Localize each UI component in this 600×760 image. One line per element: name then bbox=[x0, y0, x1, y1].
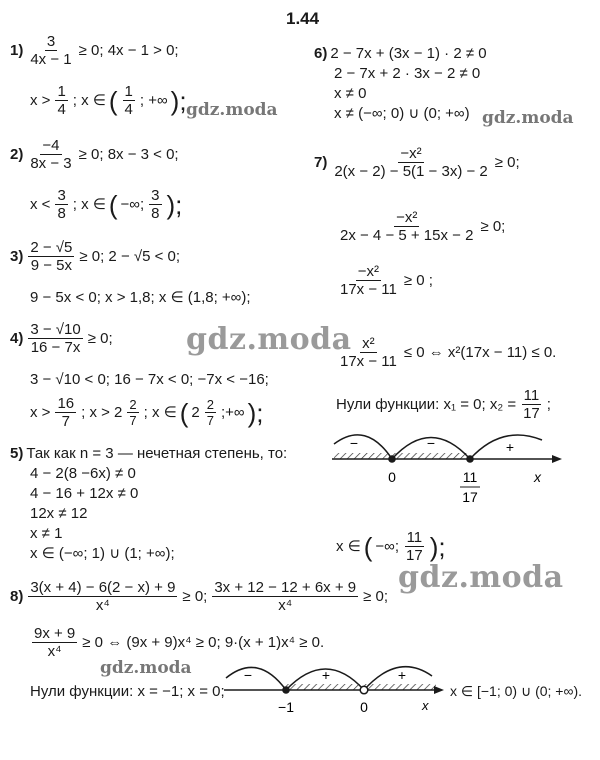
part-5-line-4: 12x ≠ 12 bbox=[30, 505, 88, 522]
fraction bbox=[127, 398, 138, 427]
numerator: 3x + 12 − 12 + 6x + 9 bbox=[214, 579, 357, 596]
fraction bbox=[332, 146, 489, 179]
denominator: 4 bbox=[124, 101, 133, 118]
part-2-fraction bbox=[28, 138, 73, 171]
fraction bbox=[212, 580, 358, 613]
point-minus-1 bbox=[282, 686, 290, 694]
axis-arrow bbox=[434, 686, 444, 694]
text: ≥ 0; bbox=[494, 154, 520, 171]
problem-number-title: 1.44 bbox=[286, 9, 320, 28]
axis-label-x: x bbox=[422, 698, 429, 713]
part-6-line-1 bbox=[314, 46, 487, 61]
part-2-condition: ≥ 0; 8x − 3 < 0; bbox=[78, 146, 179, 163]
fraction bbox=[123, 84, 135, 117]
text: ; x ∈ bbox=[72, 196, 106, 213]
part-3-label: 3) bbox=[10, 248, 24, 265]
part-3-condition: ≥ 0; 2 − √5 < 0; bbox=[79, 248, 181, 265]
part-3-line-2: 9 − 5x < 0; x > 1,8; x ∈ (1,8; +∞); bbox=[30, 289, 251, 306]
part-6-label: 6) bbox=[314, 45, 328, 62]
sign-minus: − bbox=[243, 667, 253, 683]
part-7-number-line bbox=[330, 426, 570, 516]
denominator: 8 bbox=[151, 205, 160, 222]
numerator: −x² bbox=[396, 209, 418, 226]
text: Нули функции: x₁ = 0; x₂ = bbox=[336, 396, 517, 413]
part-8-label: 8) bbox=[10, 588, 24, 605]
paren: ); bbox=[247, 397, 264, 428]
text: ≤ 0 ⇔ x²(17x − 11) ≤ 0. bbox=[403, 344, 557, 361]
part-6-line-2: 2 − 7x + 2 · 3x − 2 ≠ 0 bbox=[334, 65, 481, 82]
watermark: gdz.moda bbox=[186, 322, 352, 357]
part-8-line-1 bbox=[10, 580, 388, 613]
numerator: 9x + 9 bbox=[34, 625, 76, 642]
sign-plus-1: + bbox=[321, 667, 331, 683]
interval-arc-1 bbox=[226, 667, 286, 690]
denominator: 8x − 3 bbox=[30, 155, 72, 172]
part-4-line-1 bbox=[10, 322, 113, 355]
fraction bbox=[55, 188, 67, 221]
text: 2 bbox=[191, 404, 200, 421]
fraction bbox=[521, 388, 542, 421]
denominator: 7 bbox=[61, 413, 70, 430]
fraction bbox=[149, 188, 161, 221]
numerator: 3 − √10 bbox=[30, 321, 81, 338]
part-7-label: 7) bbox=[314, 154, 328, 171]
part-7-line-4 bbox=[336, 336, 556, 369]
part-5-label: 5) bbox=[10, 445, 24, 462]
paren: ( bbox=[179, 397, 189, 428]
numerator: 16 bbox=[57, 395, 75, 412]
numerator: 1 bbox=[57, 83, 66, 100]
fraction bbox=[338, 264, 399, 297]
axis-label-x: x bbox=[534, 469, 541, 485]
shaded-region bbox=[334, 453, 468, 459]
part-4-fraction bbox=[28, 322, 82, 355]
text: x > bbox=[30, 92, 51, 109]
text: ; x > 2 bbox=[81, 404, 123, 421]
numerator: 1 bbox=[124, 83, 133, 100]
denominator: 17x − 11 bbox=[340, 353, 397, 370]
part-7-line-2 bbox=[336, 210, 505, 243]
paren: ( bbox=[108, 189, 118, 220]
text: x ∈ bbox=[336, 538, 361, 555]
paren: ); bbox=[429, 531, 446, 562]
fraction bbox=[55, 84, 67, 117]
fraction bbox=[338, 210, 475, 243]
denominator: 9 − 5x bbox=[30, 257, 72, 274]
part-7-line-3 bbox=[336, 264, 433, 297]
numerator: 3 bbox=[151, 187, 160, 204]
denominator: 4 bbox=[57, 101, 66, 118]
numerator: 2 bbox=[129, 397, 137, 412]
numerator: −4 bbox=[42, 137, 60, 154]
fraction bbox=[55, 396, 76, 429]
part-5-line-6: x ∈ (−∞; 1) ∪ (1; +∞); bbox=[30, 545, 175, 562]
denominator: x⁴ bbox=[47, 643, 62, 660]
text: ≥ 0; bbox=[363, 588, 389, 605]
tick-label-0: 0 bbox=[360, 699, 368, 715]
fraction bbox=[338, 336, 399, 369]
denominator: 7 bbox=[129, 413, 137, 428]
part-8-line-2 bbox=[30, 626, 324, 659]
numerator: x² bbox=[362, 335, 375, 352]
paren: ); bbox=[166, 189, 183, 220]
numerator: 3(x + 4) − 6(2 − x) + 9 bbox=[30, 579, 176, 596]
numerator: 3 bbox=[46, 33, 56, 50]
text: Так как n = 3 — нечетная степень, то: bbox=[26, 445, 288, 462]
sign-plus: + bbox=[505, 439, 515, 455]
axis-arrow bbox=[552, 455, 562, 463]
part-5-line-1 bbox=[10, 446, 287, 461]
fraction bbox=[32, 626, 77, 659]
part-7-answer bbox=[336, 530, 446, 563]
denominator: x⁴ bbox=[278, 597, 293, 614]
text: ; bbox=[546, 396, 551, 413]
part-3-fraction bbox=[28, 240, 74, 273]
text: x < bbox=[30, 196, 51, 213]
denominator: 17x − 11 bbox=[340, 281, 397, 298]
denominator: x⁴ bbox=[95, 597, 110, 614]
part-4-condition: ≥ 0; bbox=[87, 330, 113, 347]
tick-label-minus-1: −1 bbox=[278, 699, 294, 715]
text: x > bbox=[30, 404, 51, 421]
text: 2 − 7x + (3x − 1) · 2 ≠ 0 bbox=[330, 45, 487, 62]
sign-plus-2: + bbox=[397, 667, 407, 683]
part-2-line-1 bbox=[10, 138, 179, 171]
part-3-line-1 bbox=[10, 240, 180, 273]
text: ≥ 0; bbox=[182, 588, 208, 605]
part-5-line-3: 4 − 16 + 12x ≠ 0 bbox=[30, 485, 139, 502]
denominator: 17 bbox=[523, 405, 540, 422]
tick-label-11: 11 bbox=[462, 469, 478, 485]
denominator: 7 bbox=[206, 413, 214, 428]
watermark: gdz.moda bbox=[186, 100, 278, 120]
text: ≥ 0 ⇔ (9x + 9)x⁴ ≥ 0; 9·(x + 1)x⁴ ≥ 0. bbox=[82, 634, 325, 651]
part-4-line-3 bbox=[30, 396, 263, 429]
paren: ( bbox=[108, 85, 118, 116]
part-7-line-1 bbox=[314, 146, 520, 179]
tick-label-17: 17 bbox=[462, 489, 478, 505]
denominator: 2(x − 2) − 5(1 − 3x) − 2 bbox=[334, 163, 488, 180]
text: ; x ∈ bbox=[143, 404, 177, 421]
part-2-label: 2) bbox=[10, 146, 24, 163]
part-8-number-line bbox=[222, 658, 448, 720]
watermark: gdz.moda bbox=[398, 560, 564, 595]
part-1-label: 1) bbox=[10, 42, 24, 59]
text: ;+∞ bbox=[220, 404, 245, 421]
fraction bbox=[404, 530, 425, 563]
sign-minus-2: − bbox=[426, 435, 436, 451]
numerator: 2 bbox=[206, 397, 214, 412]
part-2-line-2 bbox=[30, 188, 182, 221]
part-5-line-5: x ≠ 1 bbox=[30, 525, 63, 542]
paren: ); bbox=[170, 85, 187, 116]
part-7-zeros bbox=[336, 388, 551, 421]
numerator: 11 bbox=[523, 387, 540, 404]
text: ≥ 0; bbox=[480, 218, 506, 235]
part-5-line-2: 4 − 2(8 −6x) ≠ 0 bbox=[30, 465, 136, 482]
part-8-answer: x ∈ [−1; 0) ∪ (0; +∞). bbox=[450, 683, 583, 699]
paren: ( bbox=[363, 531, 373, 562]
tick-label-0: 0 bbox=[388, 469, 396, 485]
point-0 bbox=[360, 686, 368, 694]
numerator: −x² bbox=[400, 145, 422, 162]
watermark: gdz.moda bbox=[100, 658, 192, 678]
denominator: 2x − 4 − 5 + 15x − 2 bbox=[340, 227, 474, 244]
denominator: 16 − 7x bbox=[30, 339, 81, 356]
denominator: 17 bbox=[406, 547, 423, 564]
part-1-line-2 bbox=[30, 84, 187, 117]
numerator: 2 − √5 bbox=[30, 239, 73, 256]
text: ≥ 0 ; bbox=[403, 272, 433, 289]
fraction bbox=[28, 580, 177, 613]
numerator: −x² bbox=[357, 263, 380, 280]
text: ; x ∈ bbox=[72, 92, 106, 109]
part-4-line-2: 3 − √10 < 0; 16 − 7x < 0; −7x < −16; bbox=[30, 371, 269, 388]
text: −∞; bbox=[375, 538, 400, 555]
watermark: gdz.moda bbox=[482, 108, 574, 128]
numerator: 11 bbox=[406, 529, 423, 546]
numerator: 3 bbox=[57, 187, 66, 204]
point-0 bbox=[388, 455, 396, 463]
part-6-line-3: x ≠ 0 bbox=[334, 85, 367, 102]
text: −∞; bbox=[120, 196, 145, 213]
part-4-label: 4) bbox=[10, 330, 24, 347]
part-6-line-4: x ≠ (−∞; 0) ∪ (0; +∞) bbox=[334, 105, 470, 122]
part-1-condition: ≥ 0; 4x − 1 > 0; bbox=[78, 42, 179, 59]
text: ; +∞ bbox=[139, 92, 168, 109]
point-11-17 bbox=[466, 455, 474, 463]
denominator: 8 bbox=[57, 205, 66, 222]
fraction bbox=[205, 398, 216, 427]
denominator: 4x − 1 bbox=[30, 51, 72, 68]
part-1-line-1 bbox=[10, 34, 179, 67]
sign-minus-1: − bbox=[349, 435, 359, 451]
part-8-zeros: Нули функции: x = −1; x = 0; bbox=[30, 683, 225, 700]
part-1-fraction bbox=[28, 34, 73, 67]
